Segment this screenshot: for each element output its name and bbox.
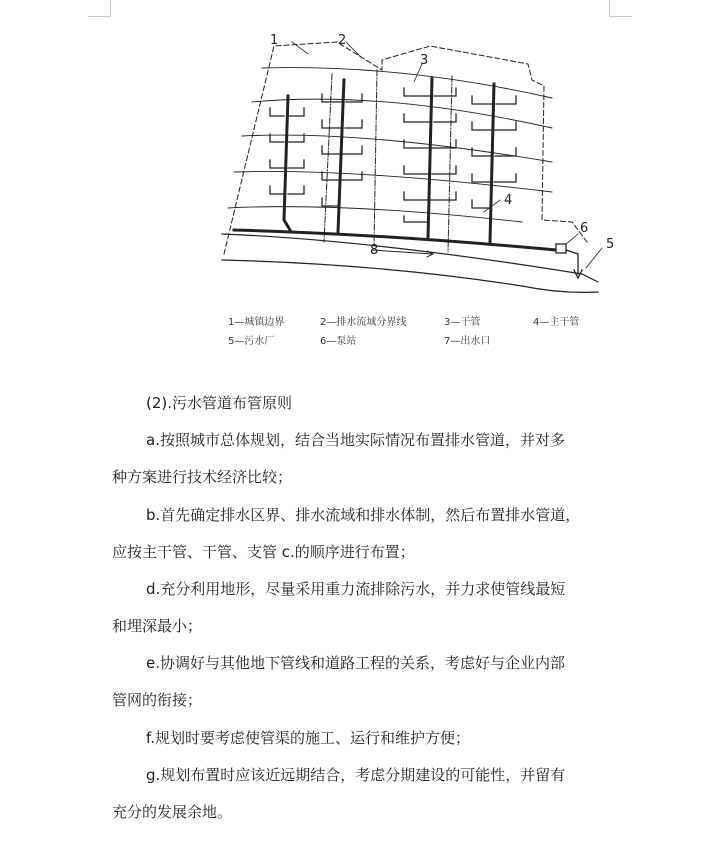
figure-label-8: 8 xyxy=(370,243,379,258)
paragraph-line: f.规划时要考虑使管渠的施工、运行和维护方便； xyxy=(146,729,470,747)
legend-item-outlet: 7—出水口 xyxy=(444,336,491,347)
branch-sewers xyxy=(270,88,516,222)
legend-item-main-trunk: 4—主干管 xyxy=(533,317,580,328)
sewer-layout-diagram xyxy=(222,24,615,302)
leader-line-6 xyxy=(566,234,578,244)
trunk-sewer-3 xyxy=(428,78,432,238)
legend-item-treatment-plant: 5—污水厂 xyxy=(228,336,275,347)
leader-line-5 xyxy=(586,248,602,268)
trunk-sewer-4 xyxy=(490,84,494,242)
page-corner-mark-top-left xyxy=(88,0,111,17)
paragraph-line: 管网的衔接； xyxy=(112,691,203,709)
figure-label-1: 1 xyxy=(270,33,279,48)
legend-item-trunk-sewer: 3—干管 xyxy=(444,317,481,328)
main-trunk-sewer xyxy=(234,230,556,250)
paragraph-line: a.按照城市总体规划，结合当地实际情况布置排水管道，并对多 xyxy=(146,431,565,449)
legend-item-city-boundary: 1—城镇边界 xyxy=(228,317,285,328)
legend-item-pumping-station: 6—泵站 xyxy=(320,336,357,347)
leader-line-1 xyxy=(292,42,308,54)
page-corner-mark-top-right xyxy=(609,0,632,17)
river-flow-arrow xyxy=(372,250,432,254)
legend-item-drainage-divide: 2—排水流域分界线 xyxy=(320,317,407,328)
pumping-station-box xyxy=(556,244,566,253)
paragraph-line: g.规划布置时应该近远期结合，考虑分期建设的可能性，并留有 xyxy=(146,766,566,784)
paragraph-line: d.充分利用地形，尽量采用重力流排除污水，并力求使管线最短 xyxy=(146,580,566,598)
river-bank-upper xyxy=(222,234,598,282)
paragraph-line: 应按主干管、干管、支管 c.的顺序进行布置； xyxy=(112,543,415,561)
paragraph-line: 种方案进行技术经济比较； xyxy=(112,468,293,486)
figure-label-2: 2 xyxy=(338,33,347,48)
figure-label-4: 4 xyxy=(504,193,513,208)
river-bank-lower xyxy=(222,260,598,292)
drainage-divide-2 xyxy=(374,70,377,246)
leader-line-2 xyxy=(346,42,362,58)
figure-label-3: 3 xyxy=(420,53,429,68)
drainage-divide-3 xyxy=(448,76,452,252)
figure-label-5: 5 xyxy=(606,237,615,252)
paragraph-line: 充分的发展余地。 xyxy=(112,803,233,821)
paragraph-line: b.首先确定排水区界、排水流域和排水体制，然后布置排水管道， xyxy=(146,506,581,524)
figure-label-6: 6 xyxy=(580,221,589,236)
contour-line xyxy=(262,68,552,98)
outfall-pipe xyxy=(566,250,578,274)
contour-line xyxy=(242,135,552,162)
paragraph-line: e.协调好与其他地下管线和道路工程的关系，考虑好与企业内部 xyxy=(146,654,565,672)
trunk-sewer-2 xyxy=(338,80,344,232)
section-heading: (2).污水管道布管原则 xyxy=(146,394,293,412)
paragraph-line: 和埋深最小； xyxy=(112,617,203,635)
